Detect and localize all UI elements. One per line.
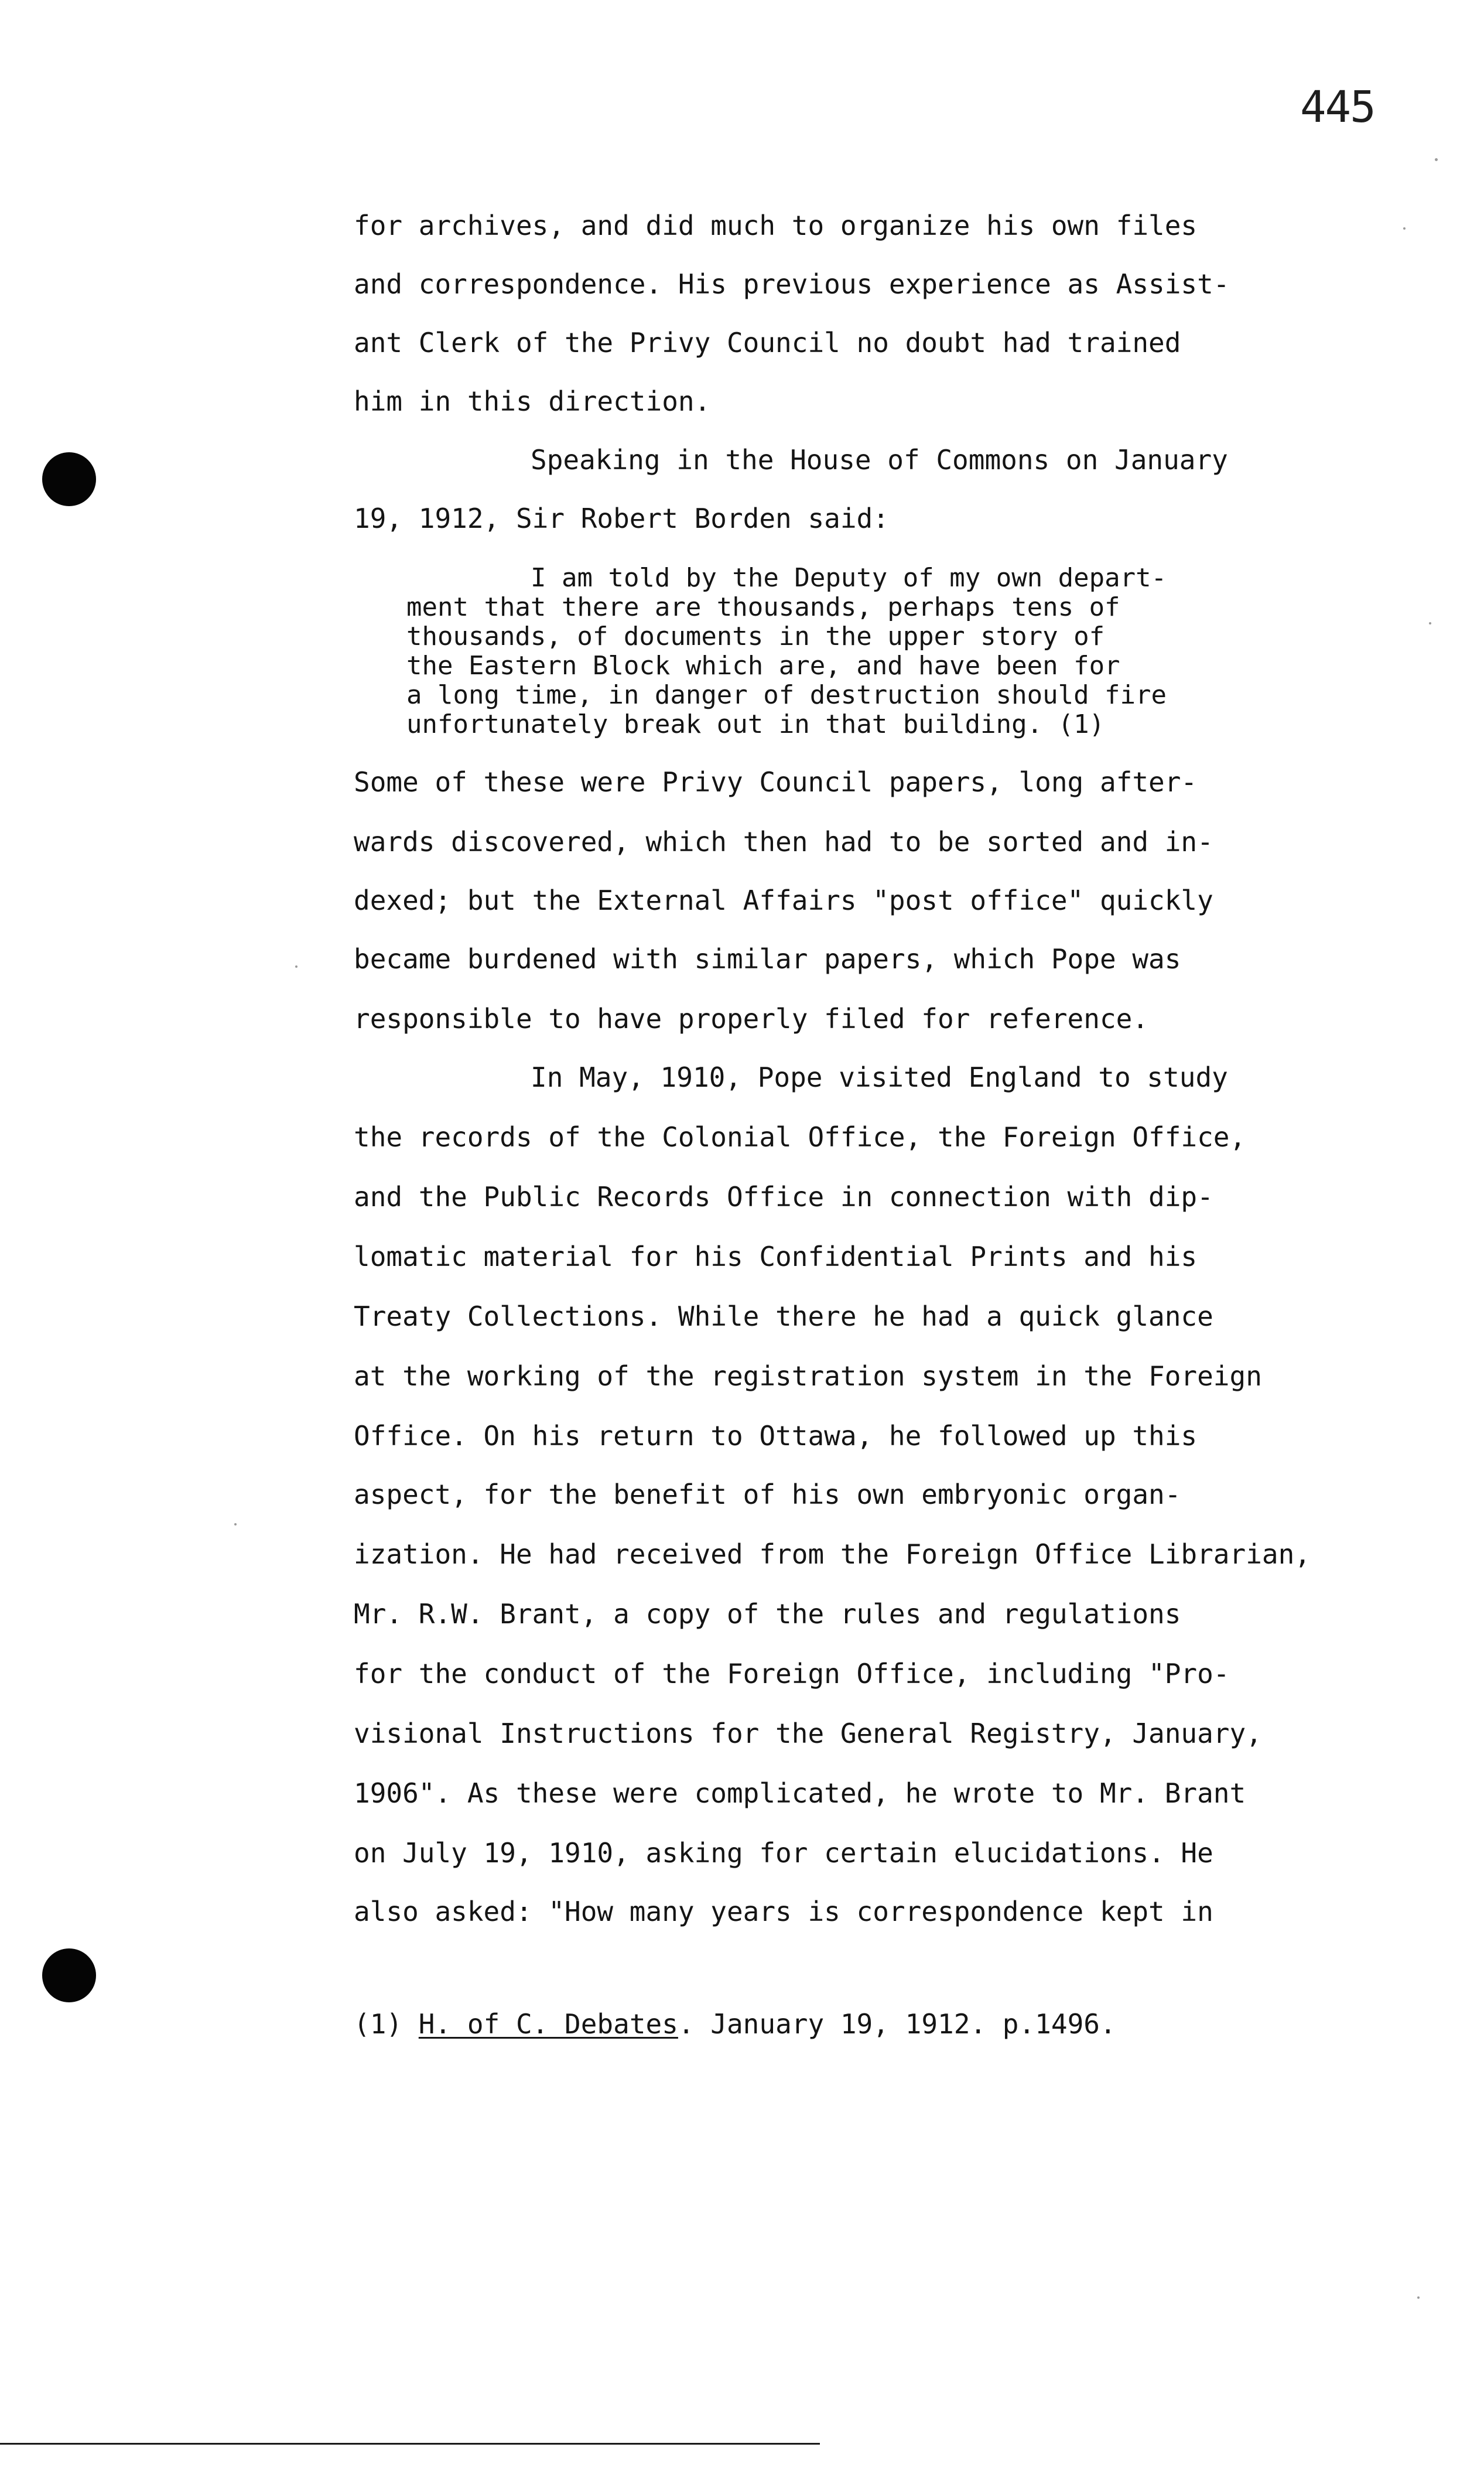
text-line: responsible to have properly filed for reference. bbox=[354, 1003, 1149, 1035]
quote-line: ment that there are thousands, perhaps tens of bbox=[406, 592, 1120, 622]
scan-speck bbox=[1417, 2296, 1420, 2299]
text-line: 1906". As these were complicated, he wrote to Mr. Brant bbox=[354, 1777, 1246, 1809]
page-number: 445 bbox=[1300, 82, 1375, 132]
text-line: for the conduct of the Foreign Office, including "Pro- bbox=[354, 1658, 1230, 1690]
quote-line: the Eastern Block which are, and have been for bbox=[406, 651, 1120, 681]
scan-edge-line bbox=[0, 2443, 820, 2445]
text-line: for archives, and did much to organize his own files bbox=[354, 210, 1198, 241]
text-line: also asked: "How many years is correspondence kept in bbox=[354, 1896, 1213, 1927]
text-line: dexed; but the External Affairs "post office" quickly bbox=[354, 885, 1213, 916]
scan-speck bbox=[295, 965, 298, 968]
quote-line: unfortunately break out in that building. (1) bbox=[406, 709, 1105, 739]
footnote-marker: (1) bbox=[354, 2008, 403, 2040]
text-line: lomatic material for his Confidential Prints and his bbox=[354, 1241, 1198, 1272]
text-line: ant Clerk of the Privy Council no doubt had trained bbox=[354, 327, 1181, 359]
text-line: and the Public Records Office in connection with dip- bbox=[354, 1181, 1213, 1213]
text-line: on July 19, 1910, asking for certain elucidations. He bbox=[354, 1837, 1213, 1869]
text-line: Treaty Collections. While there he had a quick glance bbox=[354, 1301, 1213, 1332]
text-line: and correspondence. His previous experience as Assist- bbox=[354, 268, 1230, 300]
quote-line: I am told by the Deputy of my own depart- bbox=[531, 563, 1167, 593]
quote-line: thousands, of documents in the upper story of bbox=[406, 622, 1105, 651]
text-line: wards discovered, which then had to be sorted and in- bbox=[354, 826, 1213, 858]
text-line: 19, 1912, Sir Robert Borden said: bbox=[354, 503, 889, 534]
text-line: Some of these were Privy Council papers, long after- bbox=[354, 766, 1198, 798]
footnote-citation: . January 19, 1912. p.1496. bbox=[678, 2008, 1116, 2040]
quote-line: a long time, in danger of destruction should fire bbox=[406, 680, 1167, 710]
text-line: the records of the Colonial Office, the Foreign Office, bbox=[354, 1121, 1246, 1153]
text-line: became burdened with similar papers, which Pope was bbox=[354, 943, 1181, 975]
scan-speck bbox=[1403, 227, 1406, 230]
text-line: him in this direction. bbox=[354, 385, 711, 417]
scan-speck bbox=[1429, 622, 1431, 624]
text-line: Mr. R.W. Brant, a copy of the rules and regulations bbox=[354, 1598, 1181, 1630]
scan-speck bbox=[1435, 158, 1438, 161]
text-line: ization. He had received from the Foreign Office Librarian, bbox=[354, 1538, 1311, 1570]
punch-hole-bottom bbox=[42, 1948, 96, 2002]
text-line: visional Instructions for the General Registry, January, bbox=[354, 1718, 1262, 1749]
punch-hole-top bbox=[42, 452, 96, 506]
text-line: Speaking in the House of Commons on January bbox=[531, 444, 1228, 476]
footnote bbox=[354, 2008, 1116, 2040]
text-line: at the working of the registration system in the Foreign bbox=[354, 1360, 1262, 1392]
text-line: aspect, for the benefit of his own embryonic organ- bbox=[354, 1479, 1181, 1510]
scan-speck bbox=[234, 1523, 237, 1525]
text-line: In May, 1910, Pope visited England to study bbox=[531, 1062, 1228, 1093]
footnote-source-title: H. of C. Debates bbox=[418, 2008, 678, 2040]
text-line: Office. On his return to Ottawa, he followed up this bbox=[354, 1420, 1198, 1452]
